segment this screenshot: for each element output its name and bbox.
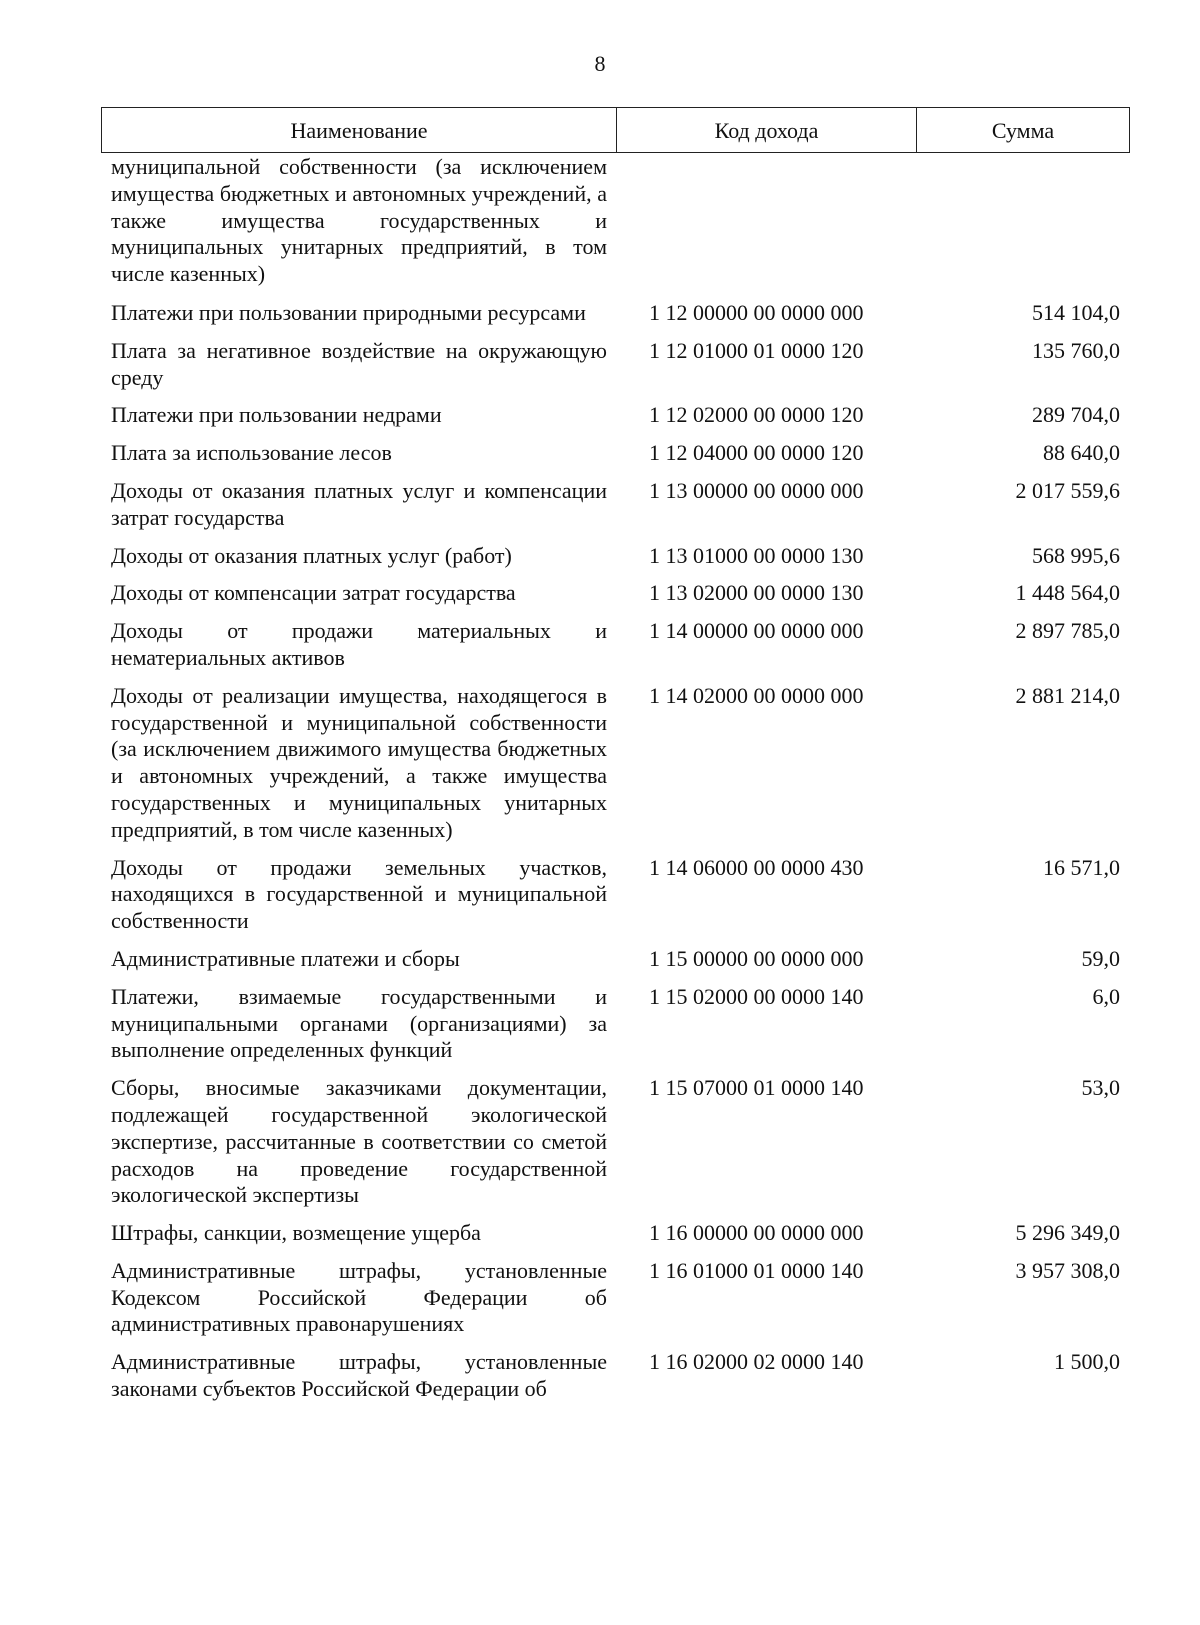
table-row [111,1220,1120,1247]
table-row [111,580,1120,607]
row-sum: 568 995,6 [1032,542,1120,568]
table-header [101,107,1130,153]
row-name: Административные платежи и сборы [111,945,460,971]
row-name: Штрафы, санкции, возмещение ущерба [111,1220,481,1246]
row-name: Плата за использование лесов [111,440,392,466]
row-name: Доходы от продажи земельных участков, находящихся в государственной и муниципальной собственности [111,854,607,934]
table-row [111,478,1120,532]
row-sum: 3 957 308,0 [1015,1257,1120,1283]
row-code: 1 14 06000 00 0000 430 [649,854,864,880]
table-row [111,543,1120,570]
row-name: Платежи, взимаемые государственными и муниципальными органами (организациями) за выполнение определенных функций [111,983,607,1063]
row-sum: 1 448 564,0 [1015,580,1120,606]
row-sum: 59,0 [1081,945,1120,971]
row-code: 1 13 02000 00 0000 130 [649,580,864,606]
row-code: 1 12 01000 01 0000 120 [649,337,864,363]
table-row [111,1349,1120,1403]
table-body [111,154,1120,1414]
table-row [111,154,1120,288]
row-sum: 88 640,0 [1043,440,1120,466]
row-code: 1 15 07000 01 0000 140 [649,1075,864,1101]
row-name: Административные штрафы, установленные Кодексом Российской Федерации об административных правонарушениях [111,1257,607,1337]
row-name: Платежи при пользовании природными ресурсами [111,299,586,325]
table-row [111,338,1120,392]
table-row [111,440,1120,467]
row-name: Доходы от оказания платных услуг и компенсации затрат государства [111,477,607,530]
table-row [111,402,1120,429]
row-sum: 2 881 214,0 [1015,682,1120,708]
row-sum: 16 571,0 [1043,854,1120,880]
row-sum: 53,0 [1081,1075,1120,1101]
table-row [111,618,1120,672]
row-code: 1 16 00000 00 0000 000 [649,1220,864,1246]
row-name: Административные штрафы, установленные законами субъектов Российской Федерации об [111,1349,607,1402]
row-sum: 2 897 785,0 [1015,618,1120,644]
row-name: Доходы от продажи материальных и нематериальных активов [111,618,607,670]
row-name: Плата за негативное воздействие на окружающую среду [111,337,607,390]
table-row [111,1075,1120,1209]
table-row [111,683,1120,844]
column-header-sum: Сумма [991,117,1055,143]
row-code: 1 13 00000 00 0000 000 [649,477,864,503]
row-name: Платежи при пользовании недрами [111,402,442,428]
row-name: Сборы, вносимые заказчиками документации, подлежащей государственной экологической экспертизе, рассчитанные в соответствии со сметой расходов на проведение государственной экологической экспертизы [111,1075,607,1208]
row-code: 1 16 02000 02 0000 140 [649,1349,864,1375]
column-header-name: Наименование [102,108,617,152]
row-sum: 289 704,0 [1032,402,1120,428]
row-code: 1 12 04000 00 0000 120 [649,440,864,466]
row-code: 1 12 02000 00 0000 120 [649,402,864,428]
row-name: Доходы от компенсации затрат государства [111,580,516,606]
table-row [111,855,1120,935]
row-sum: 2 017 559,6 [1015,477,1120,503]
row-sum: 514 104,0 [1032,299,1120,325]
table-row [111,946,1120,973]
row-code: 1 15 00000 00 0000 000 [649,945,864,971]
row-name: Доходы от оказания платных услуг (работ) [111,542,512,568]
table-row [111,300,1120,327]
row-code: 1 12 00000 00 0000 000 [649,299,864,325]
table-row [111,1258,1120,1338]
row-sum: 5 296 349,0 [1015,1220,1120,1246]
page-number: 8 [594,51,606,76]
row-code: 1 15 02000 00 0000 140 [649,983,864,1009]
row-code: 1 14 02000 00 0000 000 [649,682,864,708]
table-row [111,984,1120,1064]
row-sum: 135 760,0 [1032,337,1120,363]
row-sum: 1 500,0 [1054,1349,1120,1375]
row-sum: 6,0 [1092,983,1120,1009]
column-header-code: Код дохода [617,108,917,152]
row-code: 1 14 00000 00 0000 000 [649,618,864,644]
row-code: 1 13 01000 00 0000 130 [649,542,864,568]
row-name: муниципальной собственности (за исключением имущества бюджетных и автономных учреждений, а также имущества государственных и муниципальных унитарных предприятий, в том числе казенных) [111,154,607,287]
row-code: 1 16 01000 01 0000 140 [649,1257,864,1283]
row-name: Доходы от реализации имущества, находящегося в государственной и муниципальной собственности (за исключением движимого имущества бюджетных и автономных учреждений, а также имущества государственных и муниципальных унитарных предприятий, в том числе казенных) [111,682,607,842]
